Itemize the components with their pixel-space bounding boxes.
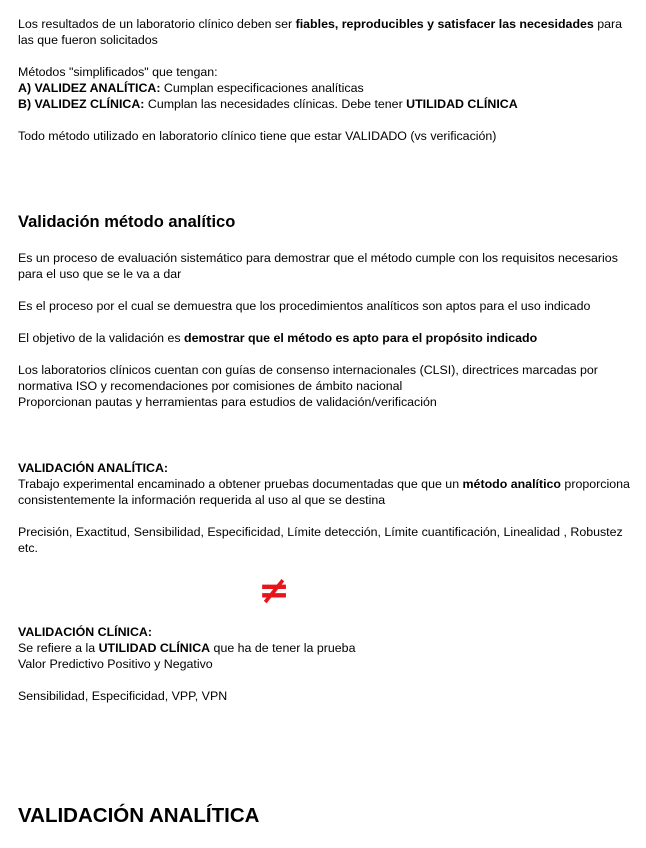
validacion-metodo-p1: Es un proceso de evaluación sistemático para demostrar que el método cumple con los requisitos necesarios para el uso que se le va a dar <box>18 251 618 281</box>
metodos-item-a <box>18 80 630 96</box>
metodos-item-b <box>18 96 630 112</box>
intro-paragraph <box>18 16 630 48</box>
not-equal-icon <box>256 572 292 608</box>
metodos-b-text: Cumplan las necesidades clínicas. Debe tener <box>144 97 407 111</box>
validacion-metodo-body <box>18 250 630 410</box>
vc-text-c: que ha de tener la prueba <box>210 641 356 655</box>
validacion-metodo-p2: Es el proceso por el cual se demuestra que los procedimientos analíticos son aptos para el uso indicado <box>18 299 591 313</box>
va-text-a: Trabajo experimental encaminado a obtener pruebas documentadas que que un <box>18 477 463 491</box>
validacion-metodo-p3 <box>18 330 630 346</box>
document-page <box>18 16 630 144</box>
todo-metodo-text: Todo método utilizado en laboratorio clínico tiene que estar VALIDADO (vs verificación) <box>18 129 497 143</box>
validacion-clinica-text <box>18 640 630 656</box>
validacion-analitica-label <box>18 460 630 476</box>
vc-text-a: Se refiere a la <box>18 641 99 655</box>
intro-text-end: para las que fueron solicitados <box>18 17 623 47</box>
p3-text: El objetivo de la validación es <box>18 331 184 345</box>
metodos-a-label: A) VALIDEZ ANALÍTICA: <box>18 81 161 95</box>
validacion-analitica-label-text: VALIDACIÓN ANALÍTICA: <box>18 461 169 475</box>
validacion-metodo-p4: Los laboratorios clínicos cuentan con guías de consenso internacionales (CLSI), directrices marcadas por normativa ISO y recomendaciones por comisiones de ámbito nacional <box>18 363 598 393</box>
metodos-b-label: B) VALIDEZ CLÍNICA: <box>18 97 145 111</box>
not-equal-symbol: ≠ <box>258 572 290 608</box>
validacion-clinica-params: Sensibilidad, Especificidad, VPP, VPN <box>18 689 228 703</box>
validacion-metodo-p4-line2: Proporcionan pautas y herramientas para estudios de validación/verificación <box>18 395 437 409</box>
validacion-analitica-params: Precisión, Exactitud, Sensibilidad, Especificidad, Límite detección, Límite cuantificación, Linealidad , Robustez etc. <box>18 525 623 555</box>
metodos-b-bold: UTILIDAD CLÍNICA <box>406 97 518 111</box>
validacion-analitica-text <box>18 476 630 508</box>
section-heading-validacion-metodo: Validación método analítico <box>18 213 236 231</box>
validacion-clinica-label-text: VALIDACIÓN CLÍNICA: <box>18 625 152 639</box>
validacion-clinica-label <box>18 624 630 640</box>
va-text-bold: método analítico <box>462 477 561 491</box>
validacion-analitica-block <box>18 460 630 556</box>
validacion-clinica-block <box>18 624 630 704</box>
validacion-clinica-line2: Valor Predictivo Positivo y Negativo <box>18 657 213 671</box>
vc-text-bold: UTILIDAD CLÍNICA <box>98 641 211 655</box>
intro-bold: fiables, reproducibles y satisfacer las necesidades <box>295 17 594 31</box>
intro-text: Los resultados de un laboratorio clínico deben ser <box>18 17 296 31</box>
metodos-title: Métodos "simplificados" que tengan: <box>18 65 218 79</box>
va-text-c: proporciona consistentemente la información requerida al uso al que se destina <box>18 477 630 507</box>
p3-bold: demostrar que el método es apto para el propósito indicado <box>184 331 538 345</box>
final-heading: VALIDACIÓN ANALÍTICA <box>18 804 260 827</box>
metodos-a-text: Cumplan especificaciones analíticas <box>160 81 364 95</box>
